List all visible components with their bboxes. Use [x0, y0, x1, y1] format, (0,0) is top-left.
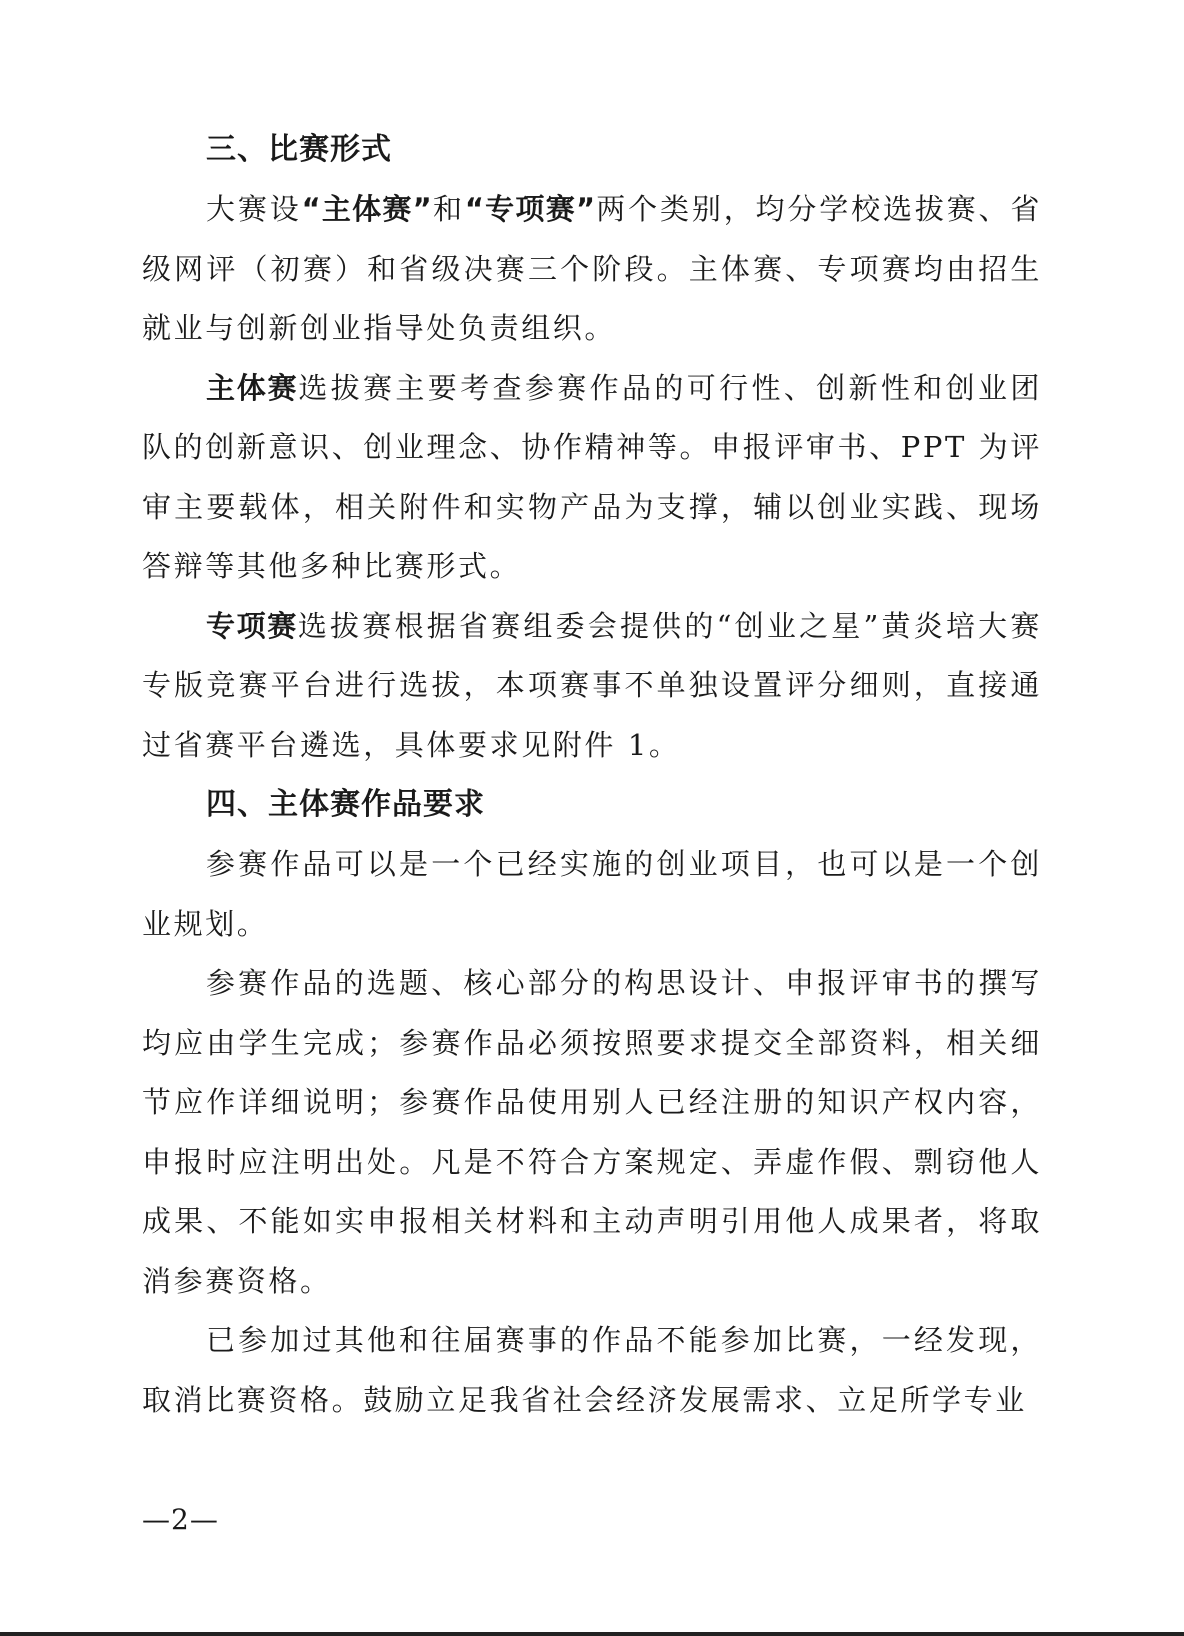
paragraph-entry-type: 参赛作品可以是一个已经实施的创业项目，也可以是一个创业规划。 — [142, 847, 1042, 941]
bold-term-main-competition: “主体赛” — [301, 192, 433, 226]
text-run: 选拔赛主要考查参赛作品的可行性、创新性和创业团队的创新意识、创业理念、协作精神等。申报评审书、PPT 为评审主要载体，相关附件和实物产品为支撑，辅以创业实践、现场答辩等其他多种比赛形式。 — [142, 370, 1042, 583]
paragraph-eligibility: 已参加过其他和往届赛事的作品不能参加比赛，一经发现，取消比赛资格。鼓励立足我省社会经济发展需求、立足所学专业 — [142, 1323, 1042, 1417]
document-body — [142, 120, 1042, 1430]
bold-term-main-competition: 主体赛 — [206, 370, 299, 405]
section-heading-entry-requirements: 四、主体赛作品要求 — [206, 787, 485, 822]
text-run: 大赛设 — [206, 192, 302, 226]
paragraph-special-competition — [142, 597, 1042, 776]
bold-term-special-competition: 专项赛 — [206, 608, 298, 643]
paragraph-competition-categories — [142, 180, 1042, 359]
paragraph-main-competition — [142, 359, 1042, 597]
section-heading-competition-format: 三、比赛形式 — [206, 132, 392, 167]
page-bottom-edge — [0, 1632, 1184, 1636]
text-run: 两个类别，均分学校选拔赛、省级网评（初赛）和省级决赛三个阶段。主体赛、专项赛均由招生就业与创新创业指导处负责组织。 — [142, 192, 1043, 345]
text-run: 和 — [432, 192, 465, 226]
paragraph-entry-rules: 参赛作品的选题、核心部分的构思设计、申报评审书的撰写均应由学生完成；参赛作品必须按照要求提交全部资料，相关细节应作详细说明；参赛作品使用别人已经注册的知识产权内容，申报时应注明出处。凡是不符合方案规定、弄虚作假、剽窃他人成果、不能如实申报相关材料和主动声明引用他人成果者，将取消参赛资格。 — [142, 966, 1042, 1298]
text-run: 选拔赛根据省赛组委会提供的“创业之星”黄炎培大赛专版竞赛平台进行选拔，本项赛事不单独设置评分细则，直接通过省赛平台遴选，具体要求见附件 1。 — [142, 608, 1042, 762]
bold-term-special-competition: “专项赛” — [464, 192, 597, 226]
page-number: —2— — [142, 1503, 219, 1536]
